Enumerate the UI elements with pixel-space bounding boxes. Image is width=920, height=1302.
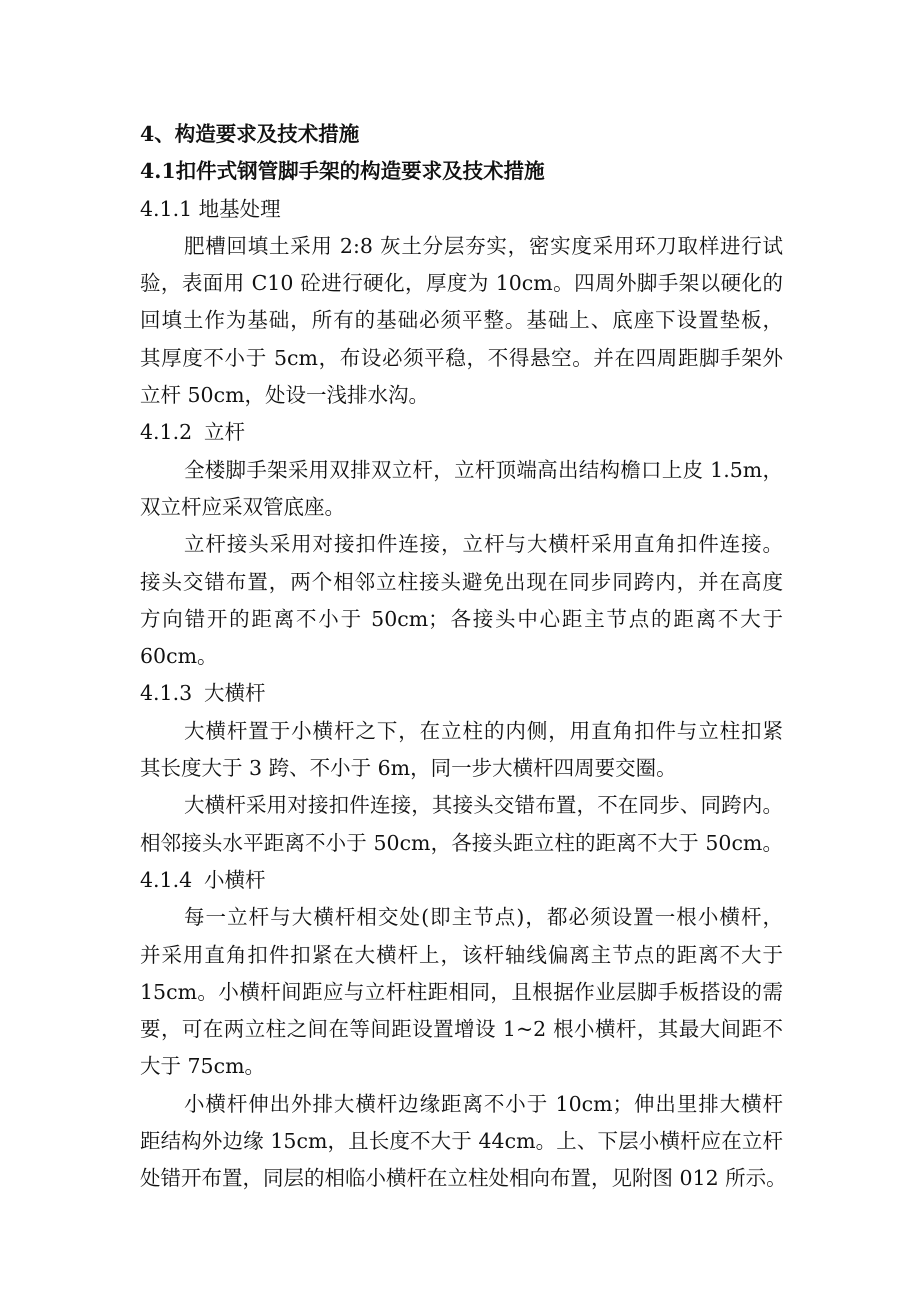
paragraph-line: 小横杆伸出外排大横杆边缘距离不小于 10cm；伸出里排大横杆 [184,1091,783,1116]
paragraph-line: 大于 75cm。 [140,1054,266,1079]
paragraph-line: 大横杆置于小横杆之下，在立柱的内侧，用直角扣件与立柱扣紧 [184,718,783,743]
paragraph-line: 处错开布置，同层的相临小横杆在立柱处相向布置，见附图 012 所示。 [140,1166,787,1191]
subheading-number: 4.1.4 [140,867,193,892]
paragraph-line: 距结构外边缘 15cm，且长度不大于 44cm。上、下层小横杆应在立杆 [140,1129,783,1154]
heading-section-4-1: 4.1扣件式钢管脚手架的构造要求及技术措施 [140,159,545,184]
paragraph-line: 立杆接头采用对接扣件连接，立杆与大横杆采用直角扣件连接。 [184,532,783,557]
paragraph-line: 全楼脚手架采用双排双立杆，立杆顶端高出结构檐口上皮 1.5m， [184,457,783,482]
paragraph-line: 接头交错布置，两个相邻立柱接头避免出现在同步同跨内，并在高度 [140,569,783,594]
subheading-title: 小横杆 [204,867,266,892]
subheading-4-1-2 [140,414,783,451]
subheading-number: 4.1.2 [140,420,193,445]
paragraph-line: 每一立杆与大横杆相交处(即主节点)，都必须设置一根小横杆， [184,905,783,930]
paragraph-line: 并采用直角扣件扣紧在大横杆上，该杆轴线偏离主节点的距离不大于 [140,942,783,967]
heading-section-4: 4、构造要求及技术措施 [140,122,360,146]
paragraph-line: 其厚度不小于 5cm，布设必须平稳，不得悬空。并在四周距脚手架外 [140,345,783,370]
paragraph-line: 大横杆采用对接扣件连接，其接头交错布置，不在同步、同跨内。 [184,793,783,818]
paragraph-line: 要，可在两立柱之间在等间距设置增设 1~2 根小横杆，其最大间距不 [140,1017,783,1042]
paragraph-line: 验，表面用 C10 砼进行硬化，厚度为 10cm。四周外脚手架以硬化的 [140,271,783,296]
subheading-4-1-4 [140,862,783,899]
paragraph-line: 方向错开的距离不小于 50cm；各接头中心距主节点的距离不大于 [140,606,783,631]
paragraph-line: 立杆 50cm，处设一浅排水沟。 [140,383,430,408]
subheading-title: 立杆 [204,420,245,445]
paragraph-line: 相邻接头水平距离不小于 50cm，各接头距立柱的距离不大于 50cm。 [140,830,783,855]
subheading-4-1-1: 4.1.1 地基处理 [140,196,281,221]
paragraph-line: 其长度大于 3 跨、不小于 6m，同一步大横杆四周要交圈。 [140,756,677,781]
subheading-number: 4.1.3 [140,681,193,706]
document-page [140,116,787,1198]
paragraph-line: 双立杆应采双管底座。 [140,494,345,519]
paragraph-line: 肥槽回填土采用 2:8 灰土分层夯实，密实度采用环刀取样进行试 [184,233,783,258]
subheading-4-1-3 [140,675,783,712]
subheading-title: 大横杆 [204,681,266,706]
paragraph-line: 60cm。 [140,644,218,669]
paragraph-line: 15cm。小横杆间距应与立杆柱距相同，且根据作业层脚手板搭设的需 [140,979,783,1004]
paragraph-line: 回填土作为基础，所有的基础必须平整。基础上、底座下设置垫板， [140,308,783,333]
